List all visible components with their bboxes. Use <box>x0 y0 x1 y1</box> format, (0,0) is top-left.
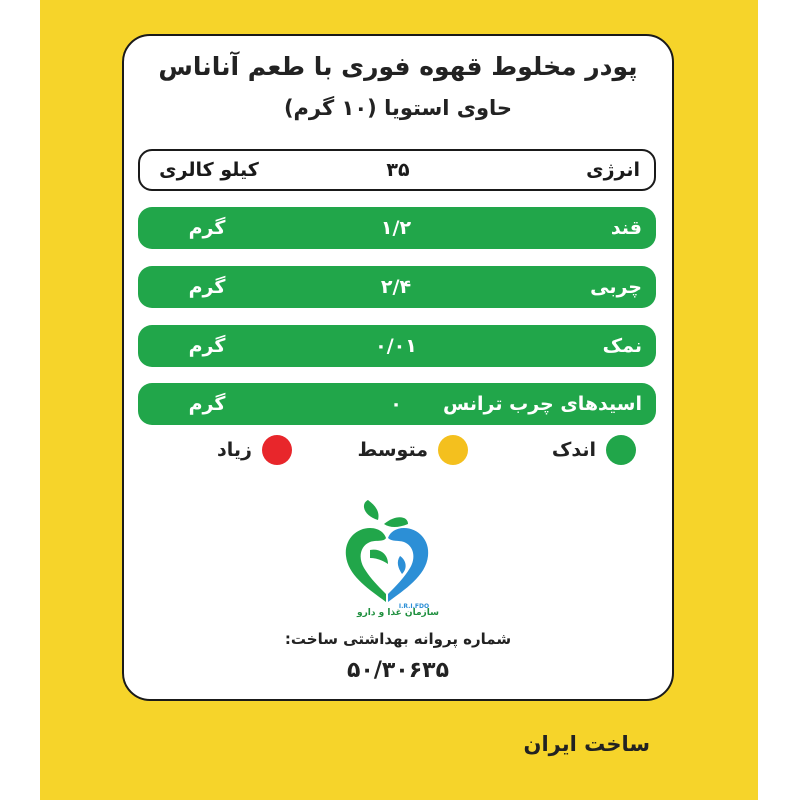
salt-label: نمک <box>602 335 642 357</box>
energy-row <box>138 149 656 191</box>
trans-fat-row <box>138 383 656 425</box>
salt-row <box>138 325 656 367</box>
fat-value: ۲/۴ <box>380 276 412 298</box>
fat-label: چربی <box>590 276 642 298</box>
product-title: پودر مخلوط قهوه فوری با طعم آناناس <box>158 52 638 81</box>
nutrition-label-card <box>122 34 674 701</box>
iran-fda-logo-icon <box>334 498 440 618</box>
green-dot-icon <box>606 435 636 465</box>
made-in-iran-text: ساخت ایران <box>523 732 650 756</box>
fat-row <box>138 266 656 308</box>
legend-low-label: اندک <box>551 439 596 461</box>
energy-value: ۳۵ <box>386 159 410 181</box>
sugar-label: قند <box>610 217 642 239</box>
health-permit-number: ۵۰/۳۰۶۳۵ <box>346 658 450 683</box>
legend-medium <box>358 434 468 466</box>
sugar-value: ۱/۲ <box>380 217 412 239</box>
legend-medium-label: متوسط <box>357 439 428 461</box>
svg-text:I.R.I.FDO: I.R.I.FDO <box>398 603 430 610</box>
trans-fat-label: اسیدهای چرب ترانس <box>443 393 642 415</box>
logo-caption: سازمان غذا و دارو <box>357 608 439 618</box>
energy-unit: کیلو کالری <box>159 159 259 181</box>
health-permit-label: شماره پروانه بهداشتی ساخت: <box>284 630 512 648</box>
red-dot-icon <box>262 435 292 465</box>
trans-fat-value: ۰ <box>390 393 402 415</box>
salt-value: ۰/۰۱ <box>375 335 417 357</box>
product-subtitle: حاوی استویا (۱۰ گرم) <box>283 96 513 120</box>
trans-fat-unit: گرم <box>188 393 226 415</box>
yellow-dot-icon <box>438 435 468 465</box>
legend-high <box>217 434 292 466</box>
legend-high-label: زیاد <box>217 439 252 461</box>
legend-low <box>552 434 636 466</box>
salt-unit: گرم <box>188 335 226 357</box>
sugar-unit: گرم <box>188 217 226 239</box>
fat-unit: گرم <box>188 276 226 298</box>
sugar-row <box>138 207 656 249</box>
energy-label: انرژی <box>586 159 640 181</box>
